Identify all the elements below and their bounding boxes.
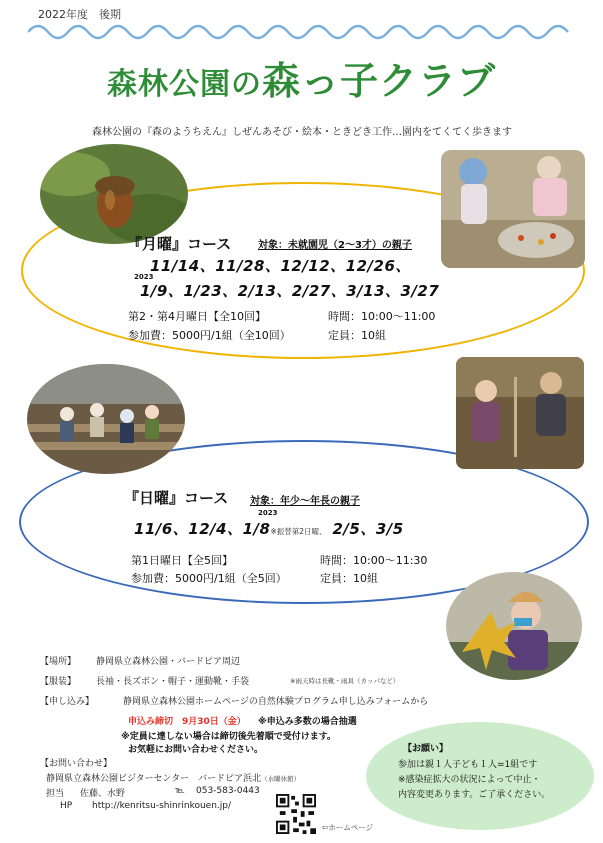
place-value: 静岡県立森林公園・バードピア周辺: [96, 657, 241, 667]
monday-capacity: 定員：10組: [328, 329, 386, 342]
year-term: 2022年度 後期: [38, 8, 121, 21]
contact-url[interactable]: http://kenritsu-shinrinkouen.jp/: [92, 801, 232, 811]
sunday-schedule: 第1日曜日【全5回】: [131, 554, 233, 567]
late-registration-note: ※定員に達しない場合は締切後先着順で受付けます。: [121, 732, 337, 742]
deadline-note: ※申込み多数の場合抽選: [258, 717, 357, 727]
monday-year-mark: 2023: [134, 273, 154, 281]
sunday-capacity: 定員：10組: [320, 572, 378, 585]
decorative-wave: [28, 18, 576, 44]
monday-course-title: 『月曜』コース: [127, 235, 232, 253]
kids-forest-photo: [456, 357, 584, 469]
qr-caption: ⇦ホームページ: [322, 823, 374, 832]
monday-schedule: 第2・第4月曜日【全10回】: [128, 310, 266, 323]
contact-org: [46, 771, 300, 784]
clothing-note: ※雨天時は長靴・雨具（カッパなど）: [290, 677, 400, 685]
apply-label: 【申し込み】: [40, 697, 95, 707]
notice-line1: 参加は親１人子ども１人=1組です: [398, 760, 538, 770]
monday-dates-line1: 11/14、11/28、12/12、12/26、: [150, 257, 411, 275]
contact-staff: 佐藤、水野: [80, 789, 126, 799]
contact-staff-label: 担当: [46, 789, 65, 799]
contact-org-name: 静岡県立森林公園ビジターセンター バードピア浜北: [46, 774, 262, 784]
contact-tel: 053-583-0443: [196, 786, 260, 796]
sunday-dates-a: 11/6、12/4、1/8: [134, 520, 271, 538]
clothing-label: 【服装】: [40, 677, 77, 687]
kids-stairs-photo: [27, 364, 185, 474]
deadline: 申込み締切 9月30日（金）: [128, 717, 246, 727]
sunday-target: 対象：年少～年長の親子: [250, 496, 360, 507]
place-label: 【場所】: [40, 657, 77, 667]
sunday-fee: 参加費：5000円/1組（全5回）: [131, 572, 287, 585]
contact-label: 【お問い合わせ】: [40, 759, 113, 769]
contact-hp-label: HP: [60, 801, 73, 811]
kids-leaves-photo: [441, 150, 585, 268]
notice-line2: ※感染症拡大の状況によって中止・: [398, 775, 541, 785]
page-title: [0, 50, 603, 105]
apply-value: 静岡県立森林公園ホームページの自然体験プログラム申し込みフォームから: [123, 697, 429, 707]
sunday-dates: [134, 518, 404, 539]
acorn-photo: [40, 144, 188, 244]
qr-code-icon[interactable]: [276, 794, 316, 834]
subtitle: 森林公園の『森のようちえん』しぜんあそび・絵本・ときどき工作…園内をてくてく歩きます: [92, 127, 512, 138]
monday-target: 対象：未就園児（2～3才）の親子: [258, 240, 412, 251]
sunday-year-mark: 2023: [258, 509, 278, 517]
sunday-dates-note: ※振替第2日曜、: [270, 527, 327, 536]
sunday-time: 時間：10:00～11:30: [320, 554, 428, 567]
child-leaf-photo: [446, 572, 582, 680]
monday-fee: 参加費：5000円/1組（全10回）: [128, 329, 291, 342]
notice-line3: 内容変更あります。ご了承ください。: [398, 790, 551, 800]
sunday-course-title: 『日曜』コース: [124, 489, 229, 507]
inquiry-invite: お気軽にお問い合わせください。: [128, 745, 264, 755]
contact-closed-day: （水曜休館）: [261, 775, 301, 783]
monday-dates-line2: 1/9、1/23、2/13、2/27、3/13、3/27: [140, 282, 440, 300]
sunday-dates-b: 2/5、3/5: [332, 520, 404, 538]
title-prefix: 森林公園の: [106, 67, 262, 102]
contact-tel-label: ℡: [175, 786, 185, 796]
title-main: 森っ子クラブ: [261, 59, 496, 103]
clothing-value: 長袖・長ズボン・帽子・運動靴・手袋: [96, 677, 250, 687]
monday-time: 時間：10:00～11:00: [328, 310, 436, 323]
notice-title: 【お願い】: [403, 744, 449, 754]
